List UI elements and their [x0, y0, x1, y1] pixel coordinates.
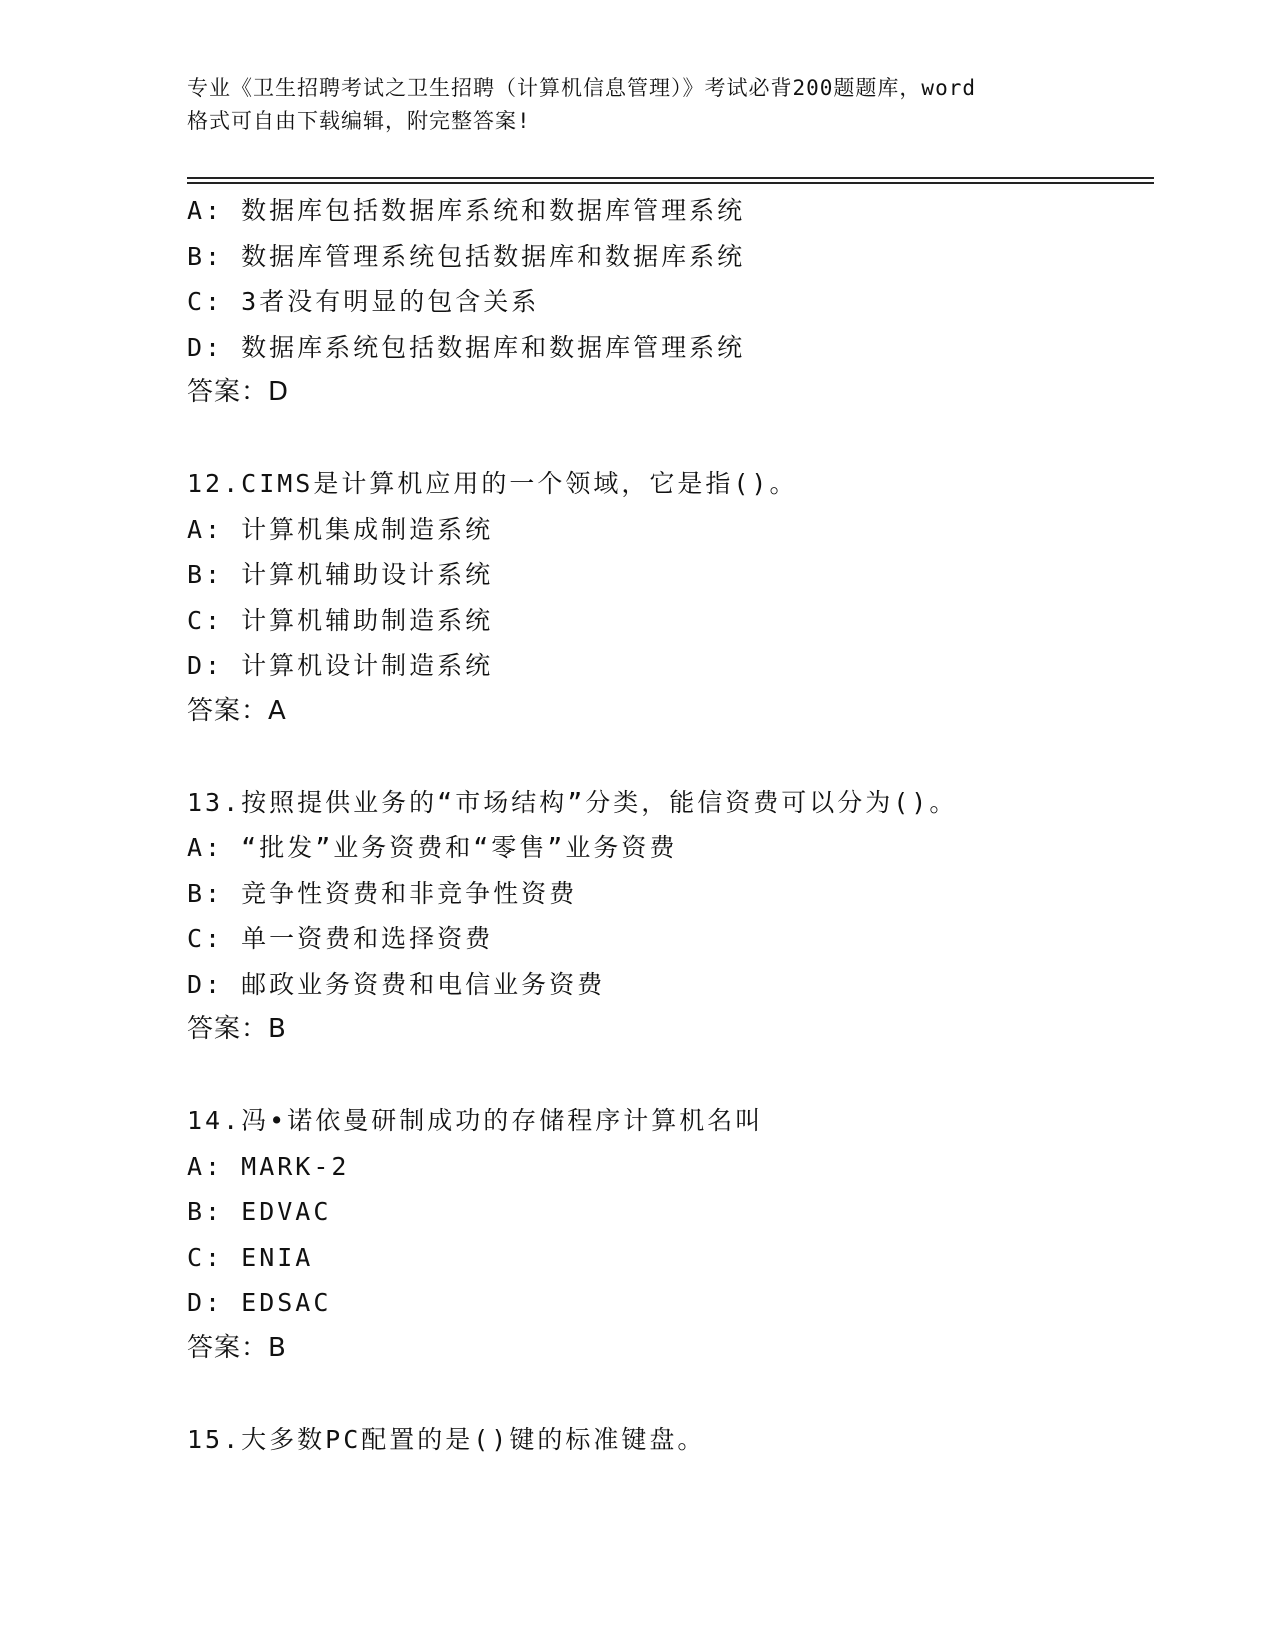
option-c: C: ENIA — [187, 1242, 314, 1272]
question-block-13 — [187, 780, 1147, 1053]
question-text: 12.CIMS是计算机应用的一个领域，它是指()。 — [187, 469, 798, 498]
option-a: A: “批发”业务资费和“零售”业务资费 — [187, 833, 678, 862]
option-b: B: 计算机辅助设计系统 — [187, 560, 494, 589]
document-header — [187, 72, 1107, 138]
answer-label: 答案：B — [187, 1332, 287, 1363]
spacer — [187, 734, 1147, 780]
answer-label: 答案：A — [187, 695, 287, 726]
question-text: 14.冯•诺依曼研制成功的存储程序计算机名叫 — [187, 1106, 764, 1135]
answer-label: 答案：D — [187, 377, 290, 407]
option-a: A: 数据库包括数据库系统和数据库管理系统 — [187, 196, 746, 225]
option-a: A: 计算机集成制造系统 — [187, 514, 494, 544]
question-block-12 — [187, 461, 1147, 734]
question-text: 15.大多数PC配置的是()键的标准键盘。 — [187, 1424, 706, 1454]
header-title-line-2: 格式可自由下载编辑，附完整答案! — [187, 109, 531, 133]
spacer — [187, 1053, 1147, 1099]
option-b: B: 竞争性资费和非竞争性资费 — [187, 878, 578, 908]
spacer — [187, 1371, 1147, 1417]
question-block-15 — [187, 1417, 1147, 1463]
question-block-11 — [187, 188, 1147, 416]
answer-label: 答案：B — [187, 1014, 287, 1044]
option-d: D: 邮政业务资费和电信业务资费 — [187, 969, 606, 999]
spacer — [187, 416, 1147, 462]
option-c: C: 计算机辅助制造系统 — [187, 605, 494, 635]
header-title-line-1: 专业《卫生招聘考试之卫生招聘（计算机信息管理）》考试必背200题题库，word — [187, 76, 976, 100]
option-c: C: 单一资费和选择资费 — [187, 924, 494, 953]
option-a: A: MARK-2 — [187, 1151, 350, 1181]
option-c: C: 3者没有明显的包含关系 — [187, 287, 540, 316]
header-divider-bottom — [187, 182, 1154, 184]
option-d: D: 计算机设计制造系统 — [187, 651, 494, 680]
option-d: D: 数据库系统包括数据库和数据库管理系统 — [187, 332, 746, 362]
question-text: 13.按照提供业务的“市场结构”分类，能信资费可以分为()。 — [187, 787, 958, 817]
header-divider-top — [187, 177, 1154, 179]
option-b: B: EDVAC — [187, 1197, 332, 1226]
question-block-14 — [187, 1098, 1147, 1371]
option-b: B: 数据库管理系统包括数据库和数据库系统 — [187, 241, 746, 271]
option-d: D: EDSAC — [187, 1288, 332, 1317]
question-list — [187, 188, 1147, 1462]
